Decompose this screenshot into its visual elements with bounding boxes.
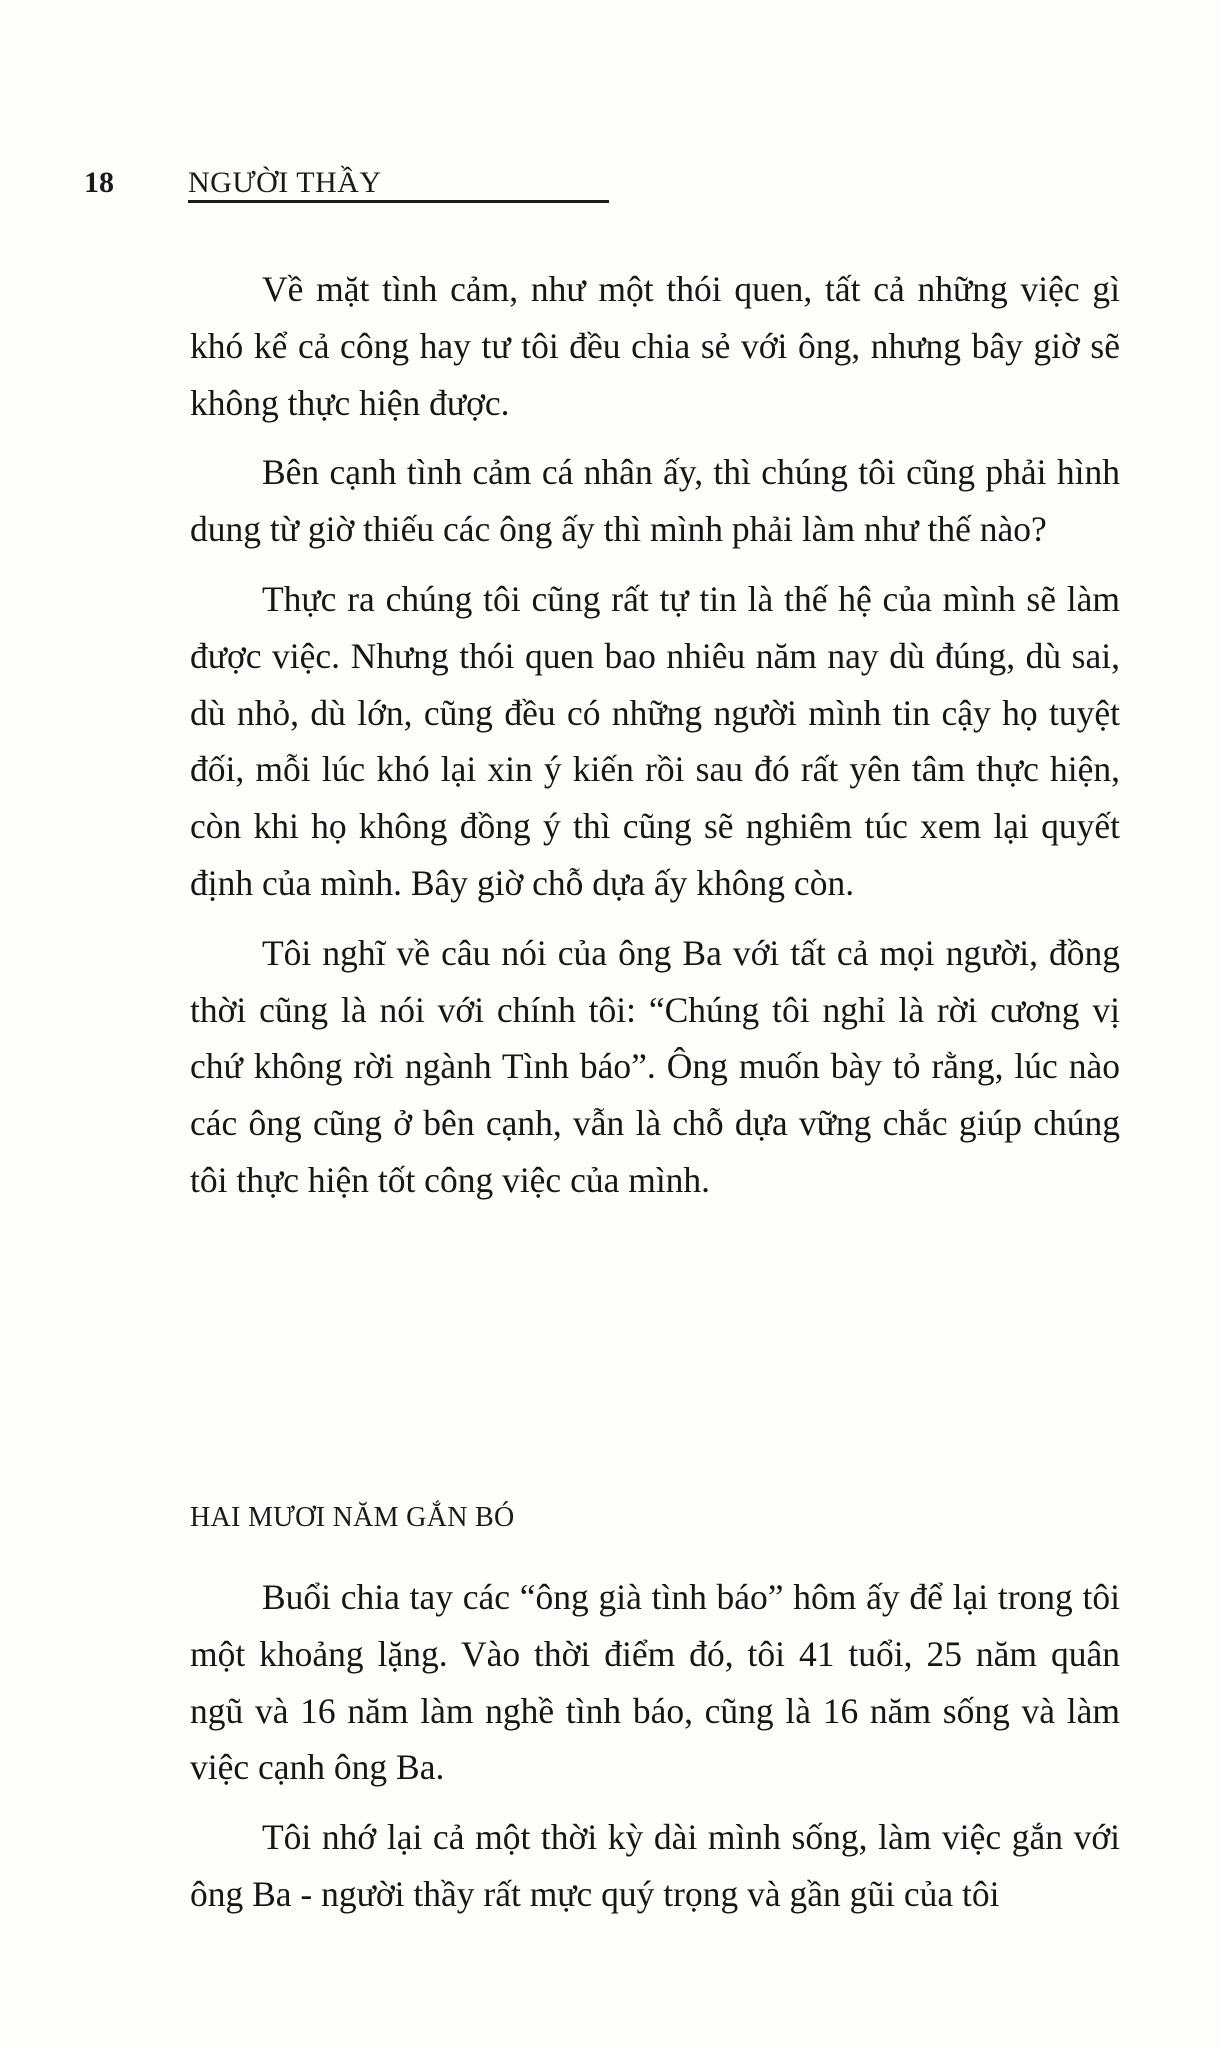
paragraph-2: Bên cạnh tình cảm cá nhân ấy, thì chúng tôi cũng phải hình dung từ giờ thiếu các ông ấy thì mình phải làm như thế nào? [190, 452, 1120, 550]
running-title: NGƯỜI THẦY [188, 166, 382, 199]
header-rule [188, 200, 609, 203]
section-paragraph-2: Tôi nhớ lại cả một thời kỳ dài mình sống, làm việc gắn với ông Ba - người thầy rất mực quý trọng và gần gũi của tôi [190, 1817, 1120, 1914]
section-heading: HAI MƯƠI NĂM GẮN BÓ [190, 1502, 515, 1533]
section-paragraph-1: Buổi chia tay các “ông già tình báo” hôm ấy để lại trong tôi một khoảng lặng. Vào thời điểm đó, tôi 41 tuổi, 25 năm quân ngũ và 16 năm làm nghề tình báo, cũng là 16 năm sống và làm việc cạnh ông Ba. [190, 1577, 1120, 1788]
paragraph-1: Về mặt tình cảm, như một thói quen, tất cả những việc gì khó kể cả công hay tư tôi đều chia sẻ với ông, nhưng bây giờ sẽ không thực hiện được. [190, 269, 1120, 423]
paragraph-4: Tôi nghĩ về câu nói của ông Ba với tất cả mọi người, đồng thời cũng là nói với chính tôi: “Chúng tôi nghỉ là rời cương vị chứ không rời ngành Tình báo”. Ông muốn bày tỏ rằng, lúc nào các ông cũng ở bên cạnh, vẫn là chỗ dựa vững chắc giúp chúng tôi thực hiện tốt công việc của mình. [190, 932, 1120, 1200]
page-number: 18 [84, 166, 114, 199]
paragraph-3: Thực ra chúng tôi cũng rất tự tin là thế hệ của mình sẽ làm được việc. Nhưng thói quen bao nhiêu năm nay dù đúng, dù sai, dù nhỏ, dù lớn, cũng đều có những người mình tin cậy họ tuyệt đối, mỗi lúc khó lại xin ý kiến rồi sau đó rất yên tâm thực hiện, còn khi họ không đồng ý thì cũng sẽ nghiêm túc xem lại quyết định của mình. Bây giờ chỗ dựa ấy không còn. [190, 578, 1120, 903]
body-text-block [190, 261, 1120, 1209]
running-header [84, 160, 609, 208]
section-text-block [190, 1569, 1120, 1923]
